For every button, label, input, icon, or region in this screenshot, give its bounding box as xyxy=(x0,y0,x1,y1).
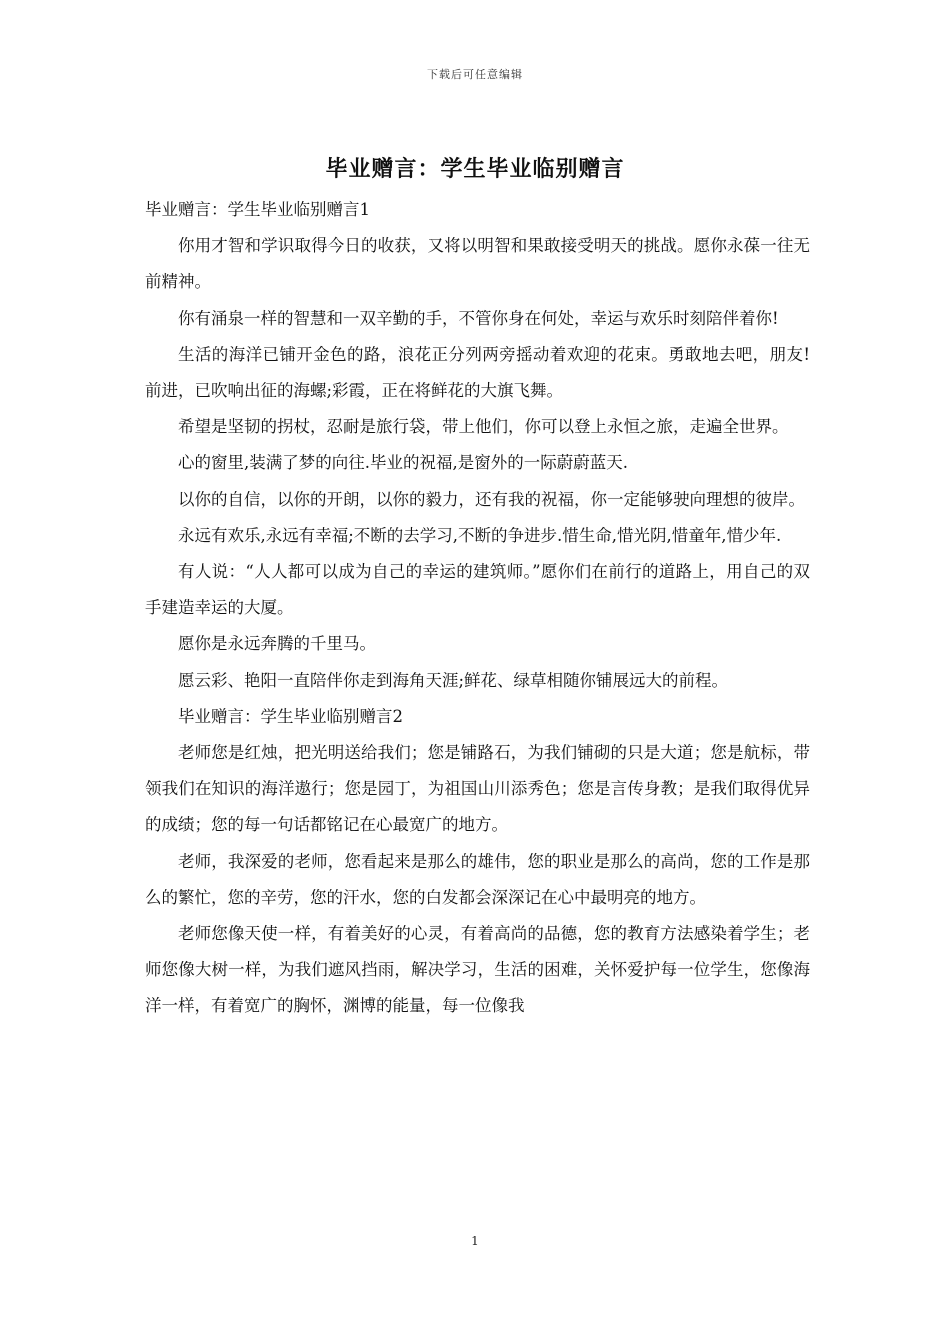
body-paragraph: 心的窗里,装满了梦的向往.毕业的祝福,是窗外的一际蔚蔚蓝天. xyxy=(178,453,628,473)
section-heading-2: 毕业赠言：学生毕业临别赠言2 xyxy=(178,706,403,726)
body-paragraph: 老师您是红烛，把光明送给我们；您是铺路石，为我们铺砌的只是大道；您是航标，带领我们在知识的海洋遨行；您是园丁，为祖国山川添秀色；您是言传身教；是我们取得优异的成绩；您的每一句话都铭记在心最宽广的地方。 xyxy=(145,743,810,835)
page-number: 1 xyxy=(471,1234,479,1248)
body-paragraph: 你用才智和学识取得今日的收获，又将以明智和果敢接受明天的挑战。愿你永葆一往无前精神。 xyxy=(145,236,810,292)
document-body xyxy=(145,192,810,1025)
section-heading-1: 毕业赠言：学生毕业临别赠言1 xyxy=(145,200,370,219)
body-paragraph: 老师，我深爱的老师，您看起来是那么的雄伟，您的职业是那么的高尚，您的工作是那么的繁忙，您的辛劳，您的汗水，您的白发都会深深记在心中最明亮的地方。 xyxy=(145,851,810,907)
body-paragraph: 有人说：“人人都可以成为自己的幸运的建筑师。”愿你们在前行的道路上，用自己的双手建造幸运的大厦。 xyxy=(145,562,810,618)
body-paragraph: 生活的海洋已铺开金色的路，浪花正分列两旁摇动着欢迎的花束。勇敢地去吧，朋友!前进，已吹响出征的海螺;彩霞，正在将鲜花的大旗飞舞。 xyxy=(145,344,810,401)
body-paragraph: 愿你是永远奔腾的千里马。 xyxy=(178,634,376,654)
body-paragraph: 老师您像天使一样，有着美好的心灵，有着高尚的品德，您的教育方法感染着学生；老师您像大树一样，为我们遮风挡雨，解决学习，生活的困难，关怀爱护每一位学生，您像海洋一样，有着宽广的胸怀，渊博的能量，每一位像我 xyxy=(145,924,810,1016)
body-paragraph: 以你的自信，以你的开朗，以你的毅力，还有我的祝福，你一定能够驶向理想的彼岸。 xyxy=(178,489,805,509)
body-paragraph: 你有涌泉一样的智慧和一双辛勤的手，不管你身在何处，幸运与欢乐时刻陪伴着你! xyxy=(178,308,779,328)
document-title: 毕业赠言：学生毕业临别赠言 xyxy=(325,156,625,182)
body-paragraph: 永远有欢乐,永远有幸福;不断的去学习,不断的争进步.惜生命,惜光阴,惜童年,惜少年. xyxy=(178,525,782,545)
body-paragraph: 愿云彩、艳阳一直陪伴你走到海角天涯;鲜花、绿草相随你铺展远大的前程。 xyxy=(178,670,729,690)
header-note: 下载后可任意编辑 xyxy=(427,68,523,81)
body-paragraph: 希望是坚韧的拐杖，忍耐是旅行袋，带上他们，你可以登上永恒之旅，走遍全世界。 xyxy=(178,417,789,437)
